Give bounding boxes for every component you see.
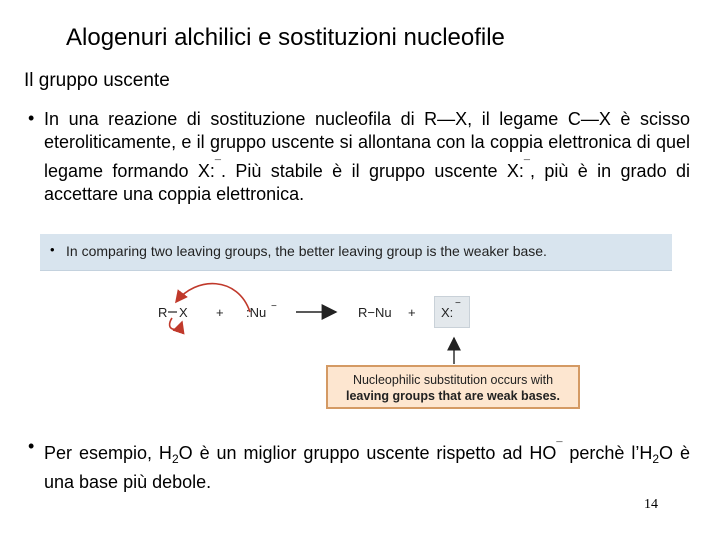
note-line-2: leaving groups that are weak bases. <box>346 389 560 403</box>
bullet-1-part-1: In una reazione di sostituzione nucleofila di R—X, il legame C—X è scisso eteroliticamente, e il gruppo uscente si allontana con la coppia elettronica di quel legame formando X: <box>44 109 690 181</box>
leaving-group-charge: − <box>455 298 461 309</box>
bullet-point: • <box>28 436 35 456</box>
bullet-2-part-3: perchè l’H <box>562 443 653 463</box>
leaving-group-label: X: <box>441 305 454 320</box>
nucleophile-charge: − <box>271 301 277 312</box>
curved-arrow-bond <box>170 318 182 329</box>
bullet-1-part-3: , più è in grado di accettare una coppia elettronica. <box>44 161 690 204</box>
bullet-2-part-4: O è una base più debole. <box>44 443 690 492</box>
reactant-r-label: R <box>158 305 168 320</box>
figure-banner <box>40 234 672 271</box>
bullet-1-part-2: . Più stabile è il gruppo uscente X: <box>220 161 524 181</box>
plus-sign-2: + <box>408 305 416 320</box>
subscript-2: 2 <box>652 452 660 466</box>
reactant-x-label: X <box>179 305 188 320</box>
nucleophile-label: :Nu <box>246 305 267 320</box>
minus-superscript: ¯ <box>523 159 530 171</box>
bullet-2-text <box>44 436 690 494</box>
minus-superscript: ¯ <box>556 441 563 453</box>
product-label: R−Nu <box>358 305 392 320</box>
bullet-2-part-1: Per esempio, H <box>44 443 172 463</box>
plus-sign-1: + <box>216 305 224 320</box>
minus-superscript: ¯ <box>214 159 221 171</box>
bullet-point: • <box>28 108 35 128</box>
subscript-2: 2 <box>171 452 179 466</box>
bullet-1-text <box>44 108 690 206</box>
note-line-1: Nucleophilic substitution occurs with <box>352 373 554 387</box>
slide-title: Alogenuri alchilici e sostituzioni nucleofile <box>66 24 505 51</box>
banner-bullet: • <box>50 242 55 257</box>
banner-text: In comparing two leaving groups, the better leaving group is the weaker base. <box>66 243 547 259</box>
page-number: 14 <box>644 497 658 512</box>
bullet-2-part-2: O è un miglior gruppo uscente rispetto ad HO <box>178 443 557 463</box>
slide-subtitle: Il gruppo uscente <box>24 70 170 91</box>
leaving-group-highlight-box <box>434 296 470 328</box>
curved-arrow-nucleophile <box>176 284 250 312</box>
note-box <box>326 365 580 409</box>
